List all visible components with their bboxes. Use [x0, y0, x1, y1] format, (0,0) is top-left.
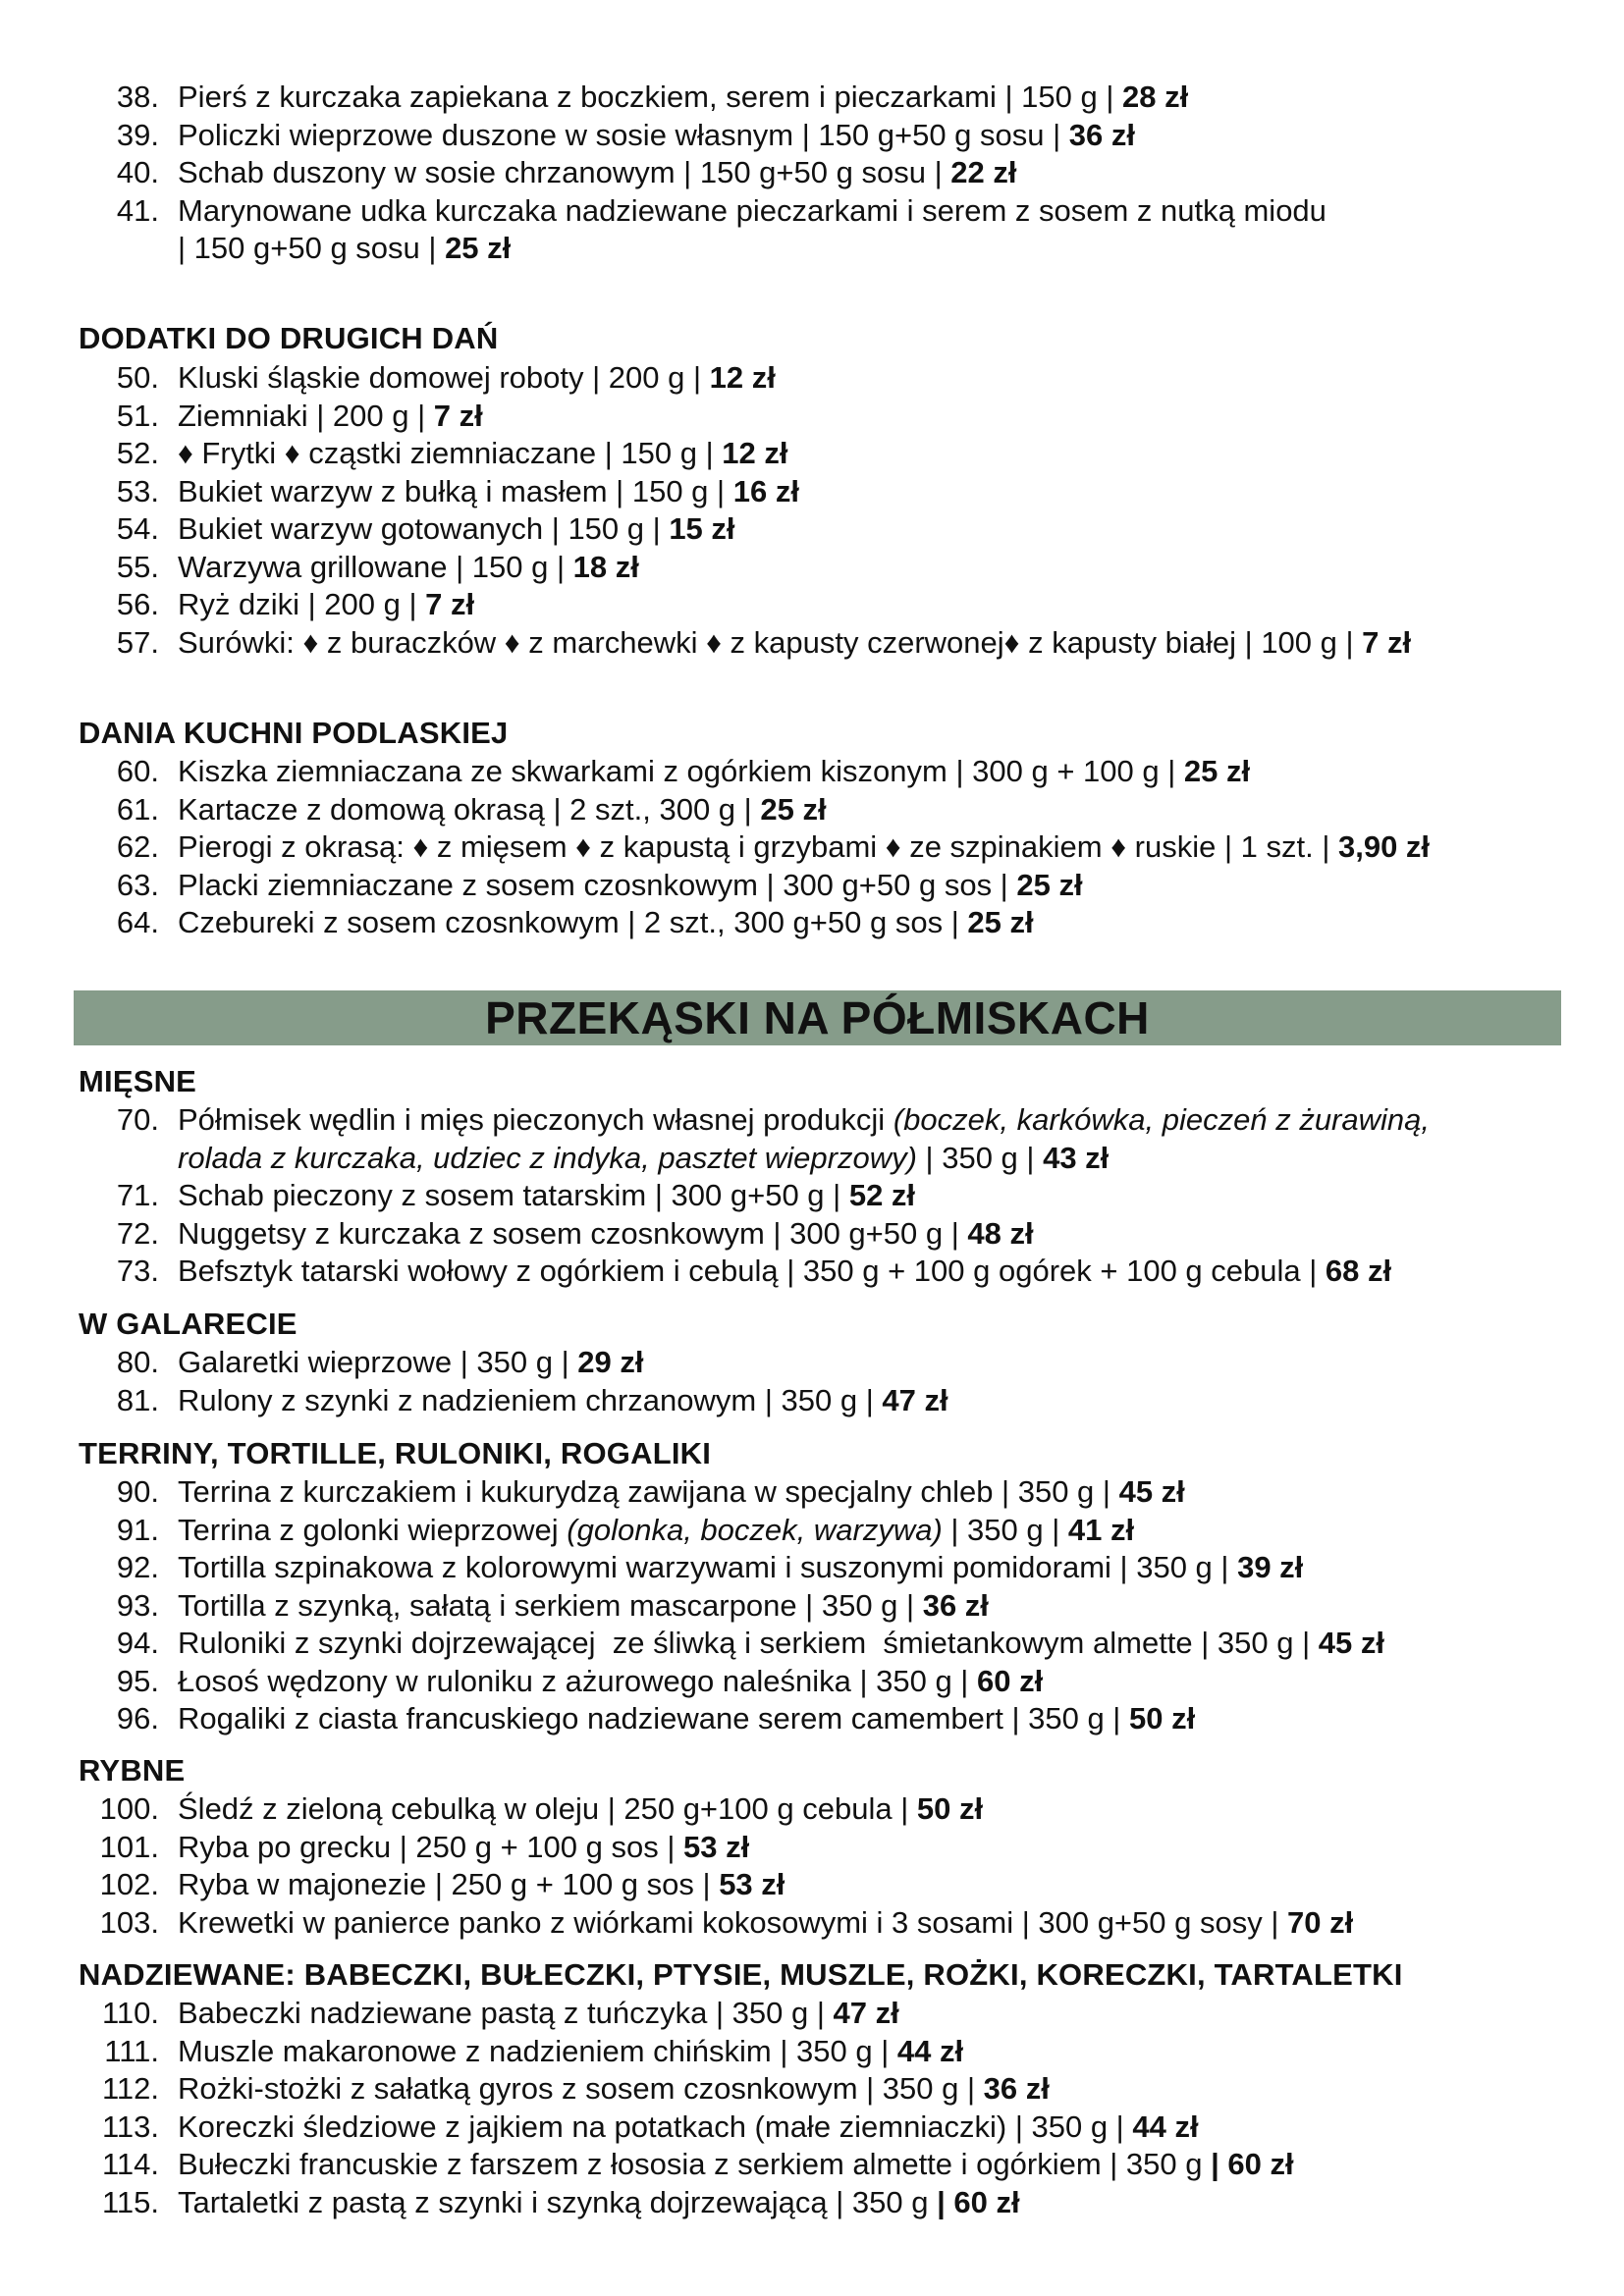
item-number: 60. — [116, 754, 159, 788]
item-text: Placki ziemniaczane z sosem czosnkowym | 300 g+50 g sos | — [178, 867, 1017, 902]
list-item — [0, 154, 1624, 192]
item-number: 92. — [116, 1550, 159, 1584]
item-text: Tortilla z szynką, sałatą i serkiem mascarpone | 350 g | — [178, 1587, 923, 1623]
item-note: (boczek, karkówka, pieczeń z żurawiną, — [893, 1102, 1430, 1137]
item-price: 53 zł — [683, 1829, 750, 1864]
item-price: 47 zł — [833, 1996, 899, 2030]
item-text: Policzki wieprzowe duszone w sosie własnym | 150 g+50 g sosu | — [178, 117, 1069, 152]
list-item — [0, 1829, 1624, 1867]
item-price: 28 zł — [1121, 80, 1189, 114]
item-price: 25 zł — [1016, 867, 1083, 902]
item-price: 22 zł — [950, 155, 1017, 189]
item-number: 54. — [116, 511, 159, 546]
item-number: 96. — [116, 1701, 159, 1735]
list-item — [0, 1473, 1624, 1512]
item-price: 41 zł — [1067, 1512, 1135, 1547]
list-item — [0, 1995, 1624, 2033]
item-text: Warzywa grillowane | 150 g | — [178, 549, 573, 584]
list-item — [0, 791, 1624, 829]
item-number: 57. — [116, 624, 159, 660]
list-item — [0, 435, 1624, 473]
list-item — [0, 1866, 1624, 1904]
item-price: 53 zł — [719, 1867, 785, 1901]
list-item — [0, 1215, 1624, 1254]
item-text: Bukiet warzyw gotowanych | 150 g | — [178, 511, 670, 546]
item-text: Muszle makaronowe z nadzieniem chińskim | 350 g | — [178, 2033, 897, 2068]
list-item — [0, 828, 1624, 867]
item-text: Ziemniaki | 200 g | — [178, 398, 434, 433]
item-price: 47 zł — [882, 1382, 948, 1417]
list-item — [0, 2146, 1624, 2184]
item-number: 115. — [101, 2184, 159, 2219]
item-number: 102. — [99, 1867, 159, 1901]
item-number: 112. — [101, 2071, 159, 2106]
item-text: Koreczki śledziowe z jajkiem na potatkach (małe ziemniaczki) | 350 g | — [178, 2109, 1133, 2144]
list-item — [0, 586, 1624, 624]
item-price: 7 zł — [1362, 624, 1412, 660]
item-price: 52 zł — [848, 1178, 916, 1212]
list-item — [0, 2109, 1624, 2147]
section-title: W GALARECIE — [79, 1307, 298, 1341]
item-number: 103. — [99, 1904, 159, 1940]
item-number: 51. — [116, 398, 159, 433]
list-item — [0, 192, 1624, 268]
item-text: Galaretki wieprzowe | 350 g | — [178, 1345, 578, 1379]
list-item — [0, 79, 1624, 117]
item-number: 110. — [101, 1996, 159, 2030]
list-item — [0, 1253, 1624, 1291]
item-text: Kluski śląskie domowej roboty | 200 g | — [178, 360, 710, 395]
item-price: 48 zł — [967, 1215, 1034, 1251]
item-number: 114. — [101, 2147, 159, 2181]
list-item — [0, 117, 1624, 155]
item-price: 60 zł — [976, 1663, 1044, 1698]
list-item — [0, 510, 1624, 549]
item-text: Befsztyk tatarski wołowy z ogórkiem i cebulą | 350 g + 100 g ogórek + 100 g cebula | — [178, 1254, 1326, 1288]
item-text: Rogaliki z ciasta francuskiego nadziewane serem camembert | 350 g | — [178, 1701, 1129, 1735]
item-number: 113. — [101, 2109, 159, 2144]
list-item — [0, 1700, 1624, 1738]
item-price: 29 zł — [577, 1345, 644, 1379]
item-number: 100. — [99, 1791, 159, 1826]
item-text: Ryba w majonezie | 250 g + 100 g sos | — [178, 1867, 720, 1901]
item-number: 73. — [116, 1254, 159, 1288]
item-text: Terrina z golonki wieprzowej — [178, 1512, 568, 1547]
item-number: 41. — [116, 192, 159, 228]
list-item — [0, 1663, 1624, 1701]
item-text: Pierś z kurczaka zapiekana z boczkiem, serem i pieczarkami | 150 g | — [178, 80, 1122, 114]
item-number: 72. — [116, 1215, 159, 1251]
item-price: 44 zł — [1132, 2109, 1199, 2144]
item-price: 25 zł — [445, 231, 512, 265]
item-text: Schab pieczony z sosem tatarskim | 300 g+50 g | — [178, 1178, 849, 1212]
item-text: Półmisek wędlin i mięs pieczonych własnej produkcji — [178, 1102, 893, 1137]
item-price: 12 zł — [722, 436, 788, 470]
section-title: MIĘSNE — [79, 1064, 197, 1098]
list-item — [0, 1177, 1624, 1215]
item-text: ♦ Frytki ♦ cząstki ziemniaczane | 150 g | — [178, 436, 723, 470]
item-number: 64. — [116, 905, 159, 939]
item-number: 94. — [116, 1626, 159, 1660]
item-number: 93. — [116, 1587, 159, 1623]
item-number: 111. — [104, 2033, 159, 2068]
list-item — [0, 1904, 1624, 1943]
item-number: 55. — [116, 549, 159, 584]
item-price: 12 zł — [709, 360, 776, 395]
item-text: Ryż dziki | 200 g | — [178, 587, 426, 621]
item-price: 50 zł — [1128, 1701, 1196, 1735]
item-number: 70. — [116, 1102, 159, 1137]
list-item — [0, 867, 1624, 905]
item-text: Pierogi z okrasą: ♦ z mięsem ♦ z kapustą i grzybami ♦ ze szpinakiem ♦ ruskie | 1 szt. | — [178, 829, 1338, 864]
list-item — [0, 1587, 1624, 1626]
list-item — [0, 624, 1624, 663]
item-text: Ryba po grecku | 250 g + 100 g sos | — [178, 1829, 684, 1864]
section-title: DODATKI DO DRUGICH DAŃ — [79, 321, 499, 355]
item-text: Nuggetsy z kurczaka z sosem czosnkowym | 300 g+50 g | — [178, 1215, 968, 1251]
item-text: Czebureki z sosem czosnkowym | 2 szt., 300 g+50 g sos | — [178, 905, 968, 939]
item-text: Tartaletki z pastą z szynki i szynką dojrzewającą | 350 g — [178, 2184, 938, 2219]
item-number: 90. — [116, 1474, 159, 1509]
section-title: NADZIEWANE: BABECZKI, BUŁECZKI, PTYSIE, MUSZLE, ROŻKI, KORECZKI, TARTALETKI — [79, 1957, 1403, 1992]
item-price: 7 zł — [425, 587, 475, 621]
item-price: 36 zł — [1068, 117, 1136, 152]
item-text: Ruloniki z szynki dojrzewającej ze śliwką i serkiem śmietankowym almette | 350 g | — [178, 1626, 1319, 1660]
item-price: 39 zł — [1237, 1550, 1304, 1584]
item-number: 52. — [116, 436, 159, 470]
item-number: 80. — [116, 1345, 159, 1379]
list-item — [0, 1344, 1624, 1382]
list-item — [0, 1101, 1624, 1177]
item-price: 44 zł — [896, 2033, 964, 2068]
list-item — [0, 549, 1624, 587]
item-price: 36 zł — [922, 1587, 989, 1623]
list-item — [0, 904, 1624, 942]
item-text-cont: | 150 g+50 g sosu | — [178, 231, 446, 265]
item-text: Łosoś wędzony w ruloniku z ażurowego naleśnika | 350 g | — [178, 1663, 977, 1698]
item-number: 39. — [116, 117, 159, 152]
item-text: Marynowane udka kurczaka nadziewane pieczarkami i serem z sosem z nutką miodu — [178, 192, 1326, 228]
banner-heading: PRZEKĄSKI NA PÓŁMISKACH — [74, 990, 1561, 1045]
item-number: 61. — [116, 791, 159, 827]
item-number: 62. — [116, 829, 159, 864]
item-price: 43 zł — [1043, 1140, 1110, 1175]
item-text: Tortilla szpinakowa z kolorowymi warzywami i suszonymi pomidorami | 350 g | — [178, 1550, 1238, 1584]
list-item — [0, 2033, 1624, 2071]
item-number: 71. — [116, 1178, 159, 1212]
item-price: 45 zł — [1118, 1474, 1185, 1509]
section-title: DANIA KUCHNI PODLASKIEJ — [79, 716, 509, 750]
list-item — [0, 1549, 1624, 1587]
list-item — [0, 359, 1624, 398]
item-text: Terrina z kurczakiem i kukurydzą zawijana w specjalny chleb | 350 g | — [178, 1474, 1119, 1509]
item-note: (golonka, boczek, warzywa) — [567, 1512, 943, 1547]
item-price: 3,90 zł — [1337, 829, 1431, 864]
item-price: 36 zł — [983, 2071, 1050, 2106]
item-price: 25 zł — [760, 791, 827, 827]
item-number: 101. — [99, 1829, 159, 1864]
list-item — [0, 753, 1624, 791]
list-item — [0, 2184, 1624, 2222]
list-item — [0, 473, 1624, 511]
item-text: Śledź z zieloną cebulką w oleju | 250 g+100 g cebula | — [178, 1791, 917, 1826]
section-title: RYBNE — [79, 1753, 186, 1788]
item-price: 68 zł — [1325, 1254, 1392, 1288]
item-text: Kartacze z domową okrasą | 2 szt., 300 g | — [178, 791, 761, 827]
item-price: 45 zł — [1318, 1626, 1385, 1660]
list-item — [0, 1790, 1624, 1829]
item-number: 53. — [116, 473, 159, 508]
item-text: Rulony z szynki z nadzieniem chrzanowym | 350 g | — [178, 1382, 883, 1417]
item-price: 25 zł — [1183, 754, 1251, 788]
item-note-cont: rolada z kurczaka, udziec z indyka, pasztet wieprzowy) — [178, 1140, 917, 1175]
item-price: 70 zł — [1287, 1904, 1354, 1940]
item-text: Bukiet warzyw z bułką i masłem | 150 g | — [178, 473, 733, 508]
item-text: Babeczki nadziewane pastą z tuńczyka | 350 g | — [178, 1996, 834, 2030]
item-number: 63. — [116, 867, 159, 902]
item-text: Schab duszony w sosie chrzanowym | 150 g+50 g sosu | — [178, 155, 951, 189]
item-text-cont: | 350 g | — [916, 1140, 1044, 1175]
item-text: Surówki: ♦ z buraczków ♦ z marchewki ♦ z kapusty czerwonej♦ z kapusty białej | 100 g | — [178, 624, 1363, 660]
item-price: 50 zł — [916, 1791, 984, 1826]
item-price: 15 zł — [669, 511, 735, 546]
section-title: TERRINY, TORTILLE, RULONIKI, ROGALIKI — [79, 1436, 712, 1470]
list-item — [0, 1512, 1624, 1550]
item-number: 38. — [116, 80, 159, 114]
list-item — [0, 1382, 1624, 1420]
list-item — [0, 398, 1624, 436]
item-text-after: | 350 g | — [942, 1512, 1068, 1547]
item-number: 81. — [116, 1382, 159, 1417]
item-number: 40. — [116, 155, 159, 189]
list-item — [0, 1625, 1624, 1663]
item-price: | 60 zł — [937, 2184, 1020, 2219]
item-number: 95. — [116, 1663, 159, 1698]
item-price: 7 zł — [433, 398, 483, 433]
item-number: 91. — [116, 1512, 159, 1547]
item-text: Bułeczki francuskie z farszem z łososia z serkiem almette i ogórkiem | 350 g — [178, 2147, 1212, 2181]
item-price: 25 zł — [967, 905, 1034, 939]
item-number: 56. — [116, 587, 159, 621]
list-item — [0, 2070, 1624, 2109]
item-price: | 60 zł — [1211, 2147, 1294, 2181]
item-text: Rożki-stożki z sałatką gyros z sosem czosnkowym | 350 g | — [178, 2071, 984, 2106]
item-text: Kiszka ziemniaczana ze skwarkami z ogórkiem kiszonym | 300 g + 100 g | — [178, 754, 1184, 788]
item-text: Krewetki w panierce panko z wiórkami kokosowymi i 3 sosami | 300 g+50 g sosy | — [178, 1904, 1288, 1940]
item-number: 50. — [116, 360, 159, 395]
item-price: 18 zł — [572, 549, 639, 584]
item-price: 16 zł — [732, 473, 799, 508]
